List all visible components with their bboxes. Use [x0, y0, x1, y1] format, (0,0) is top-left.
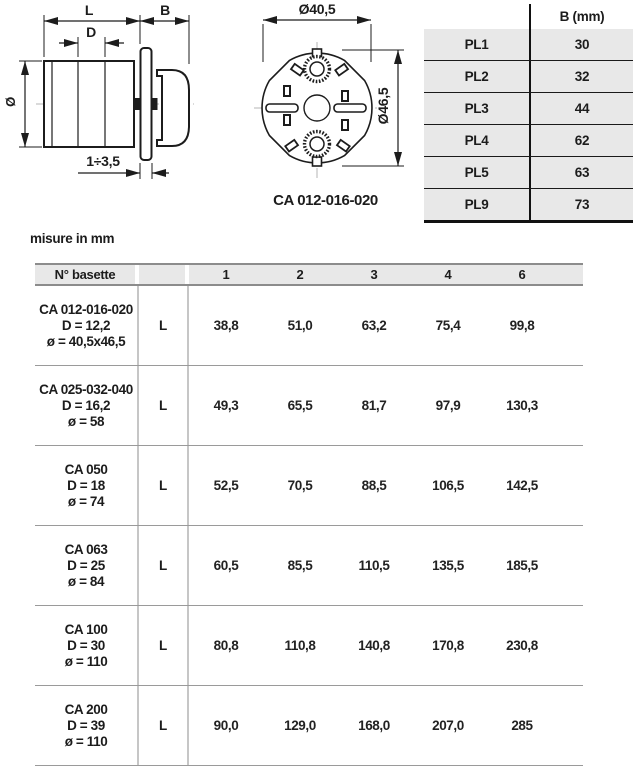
model-dia: ø = 110: [64, 653, 108, 669]
main-table-header: [35, 263, 583, 286]
header-col: 4: [411, 265, 485, 284]
value-cell: 142,5: [506, 478, 538, 493]
value-cell: 60,5: [213, 558, 239, 573]
mounting-flange: [141, 48, 152, 160]
table-row: [35, 286, 583, 366]
dim-label-panel-thickness: 1÷3,5: [86, 153, 120, 169]
value-cell: 170,8: [432, 638, 464, 653]
model-dia: ø = 110: [64, 733, 108, 749]
model-name: CA 200: [64, 701, 108, 717]
table-row: [424, 29, 633, 60]
model-name: CA 100: [64, 621, 108, 637]
value-cell: 90,0: [213, 718, 239, 733]
pl-value: 30: [574, 37, 590, 52]
b-dimension-table: [424, 4, 633, 223]
value-cell: 135,5: [432, 558, 464, 573]
value-cell: 185,5: [506, 558, 538, 573]
value-cell: 97,9: [435, 398, 461, 413]
front-view-caption: CA 012-016-020: [273, 192, 378, 209]
pl-label: PL2: [424, 61, 531, 92]
model-d: D = 25: [67, 557, 105, 573]
table-row: [35, 606, 583, 686]
value-cell: 140,8: [358, 638, 390, 653]
dim-label-diameter: Ø: [3, 97, 18, 107]
value-cell: 52,5: [213, 478, 239, 493]
value-cell: 130,3: [506, 398, 538, 413]
model-name: CA 050: [64, 461, 108, 477]
table-row: [35, 366, 583, 446]
table-row: [424, 60, 633, 92]
pl-value: 32: [574, 69, 590, 84]
slot-right: [334, 104, 366, 112]
pl-value: 44: [574, 101, 590, 116]
model-d: D = 30: [67, 637, 105, 653]
table-row: [424, 156, 633, 188]
table-row: [35, 446, 583, 526]
header-empty: [139, 265, 189, 284]
pl-label: PL4: [424, 125, 531, 156]
value-cell: 285: [511, 718, 533, 733]
header-basette: N° basette: [35, 265, 139, 284]
switch-body: [44, 61, 134, 147]
value-cell: 207,0: [432, 718, 464, 733]
b-table-header: [424, 4, 633, 29]
pl-label: PL9: [424, 189, 531, 220]
model-d: D = 16,2: [61, 397, 111, 413]
model-dia: ø = 58: [67, 413, 105, 429]
value-cell: 110,5: [358, 558, 390, 573]
l-label: L: [139, 446, 189, 525]
model-d: D = 39: [67, 717, 105, 733]
l-label: L: [139, 606, 189, 685]
value-cell: 38,8: [213, 318, 239, 333]
value-cell: 81,7: [361, 398, 387, 413]
pl-value: 63: [574, 165, 590, 180]
model-name: CA 025-032-040: [39, 381, 133, 397]
pl-value: 73: [574, 197, 590, 212]
dim-label-B: B: [160, 2, 170, 18]
table-row: [35, 686, 583, 766]
l-label: L: [139, 366, 189, 445]
model-name: CA 012-016-020: [39, 301, 133, 317]
dim-label-D: D: [86, 24, 96, 40]
l-label: L: [139, 526, 189, 605]
dim-label-d465: Ø46,5: [375, 87, 391, 125]
value-cell: 63,2: [361, 318, 387, 333]
value-cell: 129,0: [284, 718, 316, 733]
front-view-drawing: [228, 0, 423, 215]
value-cell: 230,8: [506, 638, 538, 653]
slot-left: [266, 104, 298, 112]
knob: [157, 70, 189, 146]
table-row: [424, 92, 633, 124]
value-cell: 75,4: [435, 318, 461, 333]
dim-label-d405: Ø40,5: [298, 1, 336, 17]
value-cell: 168,0: [358, 718, 390, 733]
b-table-header-label: B (mm): [559, 9, 605, 24]
value-cell: 49,3: [213, 398, 239, 413]
value-cell: 51,0: [287, 318, 313, 333]
table-row: [424, 188, 633, 220]
header-filler: [559, 265, 583, 284]
side-view-drawing: [2, 0, 217, 205]
model-dia: ø = 84: [67, 573, 105, 589]
table-row: [35, 526, 583, 606]
l-label: L: [139, 286, 189, 365]
header-col: 2: [263, 265, 337, 284]
pl-value: 62: [574, 133, 590, 148]
value-cell: 85,5: [287, 558, 313, 573]
model-d: D = 18: [67, 477, 105, 493]
pl-label: PL3: [424, 93, 531, 124]
pl-label: PL5: [424, 157, 531, 188]
shaft-hole: [304, 95, 330, 121]
value-cell: 65,5: [287, 398, 313, 413]
value-cell: 99,8: [509, 318, 535, 333]
units-note: misure in mm: [30, 231, 115, 246]
pl-label: PL1: [424, 29, 531, 60]
model-d: D = 12,2: [61, 317, 111, 333]
dim-label-L: L: [84, 2, 94, 18]
value-cell: 88,5: [361, 478, 387, 493]
value-cell: 80,8: [213, 638, 239, 653]
model-dia: ø = 74: [67, 493, 105, 509]
header-col: 3: [337, 265, 411, 284]
l-label: L: [139, 686, 189, 765]
model-dia: ø = 40,5x46,5: [46, 333, 126, 349]
table-row: [424, 124, 633, 156]
value-cell: 110,8: [284, 638, 316, 653]
value-cell: 106,5: [432, 478, 464, 493]
value-cell: 70,5: [287, 478, 313, 493]
main-dimension-table: [35, 263, 583, 766]
model-name: CA 063: [64, 541, 108, 557]
header-col: 6: [485, 265, 559, 284]
header-col: 1: [189, 265, 263, 284]
